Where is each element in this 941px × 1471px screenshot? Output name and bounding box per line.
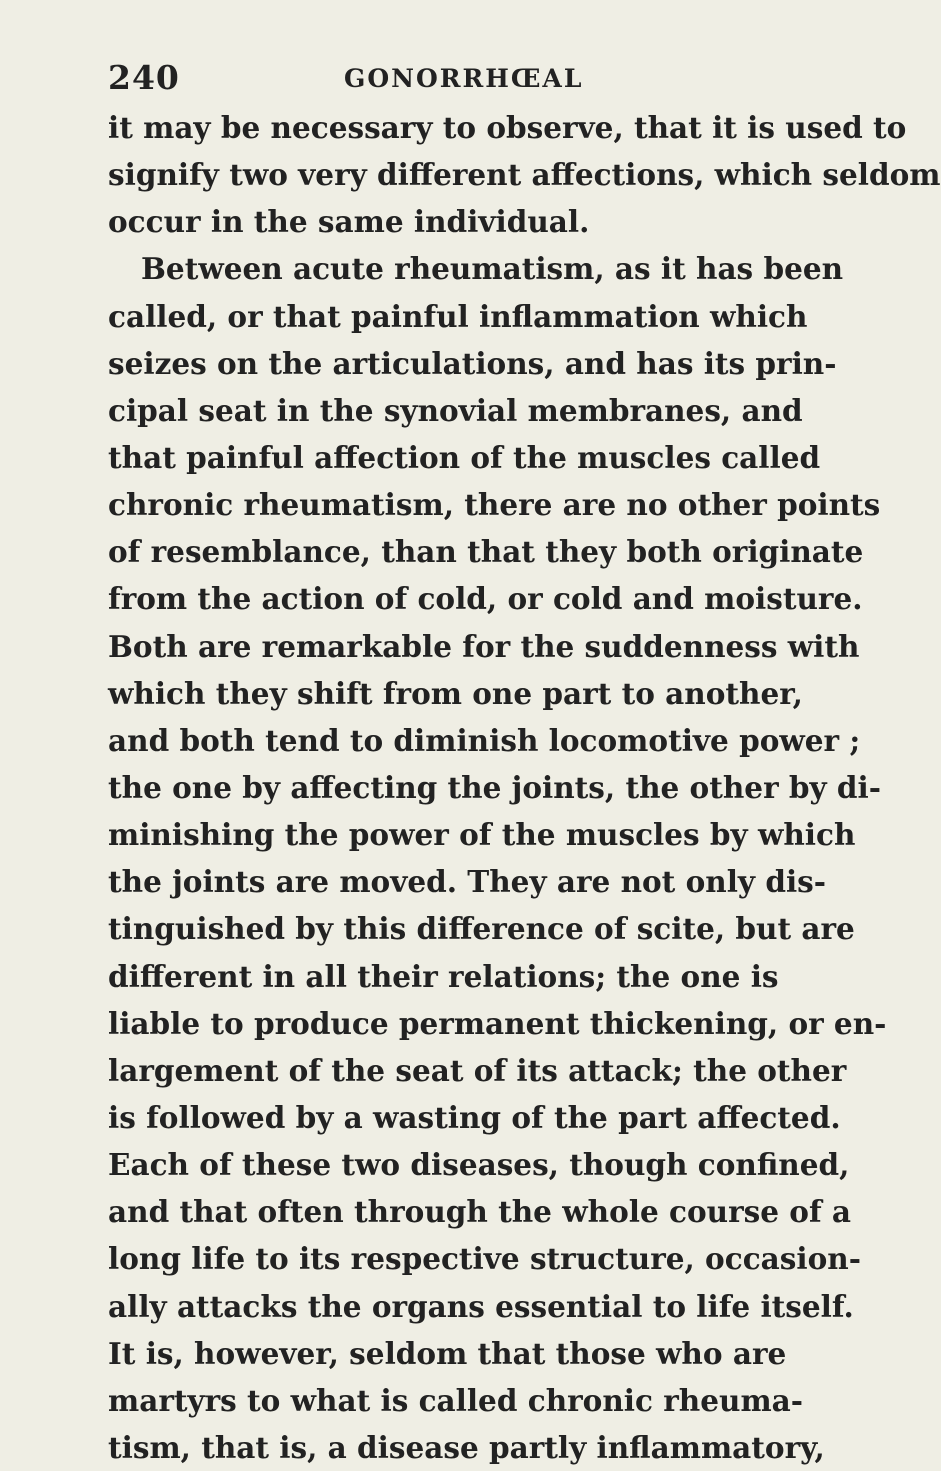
text-line: liable to produce permanent thickening, or en- (108, 1005, 887, 1041)
page-number: 240 (108, 58, 180, 97)
text-line: different in all their relations; the one is (108, 958, 779, 994)
text-line: from the action of cold, or cold and moisture. (108, 581, 863, 617)
text-line: called, or that painful inflammation which (108, 298, 808, 334)
text-line: the one by affecting the joints, the other by di- (108, 769, 882, 805)
text-line: occur in the same individual. (108, 204, 590, 240)
text-line: It is, however, seldom that those who are (108, 1335, 787, 1371)
text-line: signify two very different affections, which seldom (108, 157, 941, 193)
text-line: Both are remarkable for the suddenness with (108, 628, 860, 664)
text-line: that painful affection of the muscles called (108, 439, 821, 475)
text-line: martyrs to what is called chronic rheuma- (108, 1382, 804, 1418)
text-line: it may be necessary to observe, that it is used to (108, 110, 907, 145)
text-line: long life to its respective structure, occasion- (108, 1241, 861, 1277)
text-line: Each of these two diseases, though confined, (108, 1147, 850, 1183)
text-line: Between acute rheumatism, as it has been (141, 251, 844, 287)
text-line: the joints are moved. They are not only dis- (108, 864, 827, 900)
text-line: and both tend to diminish locomotive power ; (108, 722, 861, 758)
text-line: largement of the seat of its attack; the other (108, 1052, 847, 1088)
text-line: chronic rheumatism, there are no other points (108, 487, 881, 523)
text-line: minishing the power of the muscles by which (108, 817, 856, 853)
running-title: GONORRHŒAL (344, 64, 584, 93)
text-line: and that often through the whole course of a (108, 1194, 852, 1230)
text-line: is followed by a wasting of the part affected. (108, 1099, 841, 1135)
text-line: tism, that is, a disease partly inflammatory, (108, 1429, 825, 1465)
text-line: which they shift from one part to another, (108, 675, 803, 711)
text-line: tinguished by this difference of scite, but are (108, 911, 855, 947)
running-head (108, 58, 718, 98)
body-text (108, 104, 941, 1471)
text-line: cipal seat in the synovial membranes, and (108, 392, 803, 428)
text-line: seizes on the articulations, and has its prin- (108, 345, 837, 381)
text-line: of resemblance, than that they both originate (108, 534, 864, 570)
text-line: ally attacks the organs essential to life itself. (108, 1288, 854, 1324)
